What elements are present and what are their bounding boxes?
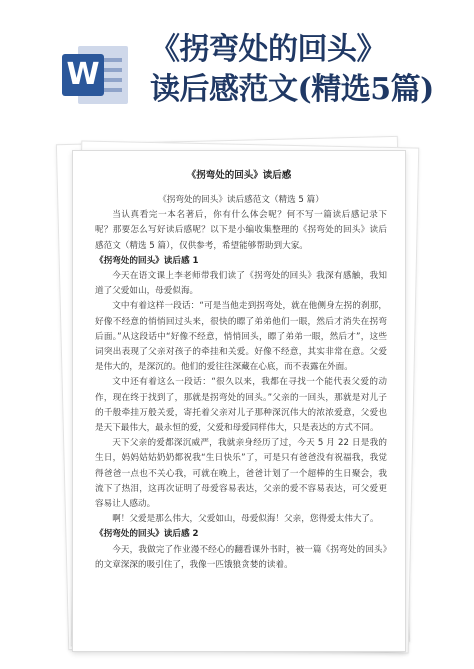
cover-header <box>0 0 474 150</box>
document-title: 《拐弯处的回头》读后感 <box>186 170 292 181</box>
document-subtitle: 《拐弯处的回头》读后感范文（精选 5 篇） <box>158 195 324 205</box>
cover-title-line-2: 读后感范文(精选5篇) <box>150 72 434 107</box>
section-heading: 《拐弯处的回头》读后感 1 <box>95 255 199 266</box>
paragraph: 文中有着这样一段话：“可是当他走到拐弯处，就在他侧身左拐的刹那，好像不经意的悄悄回过头来，很快的瞟了弟弟他们一眼，然后才消失在拐弯后面。”从这段话中“好像不经意，悄悄回头，瞟了弟弟一眼，然后才”，这些词突出表现了父亲对孩子的牵挂和关爱。好像不经意，其实非常在意。父爱是伟大的，是深沉的。他们的爱往往深藏在心底，而不表露在外面。 <box>95 301 387 373</box>
paragraph: 文中还有着这么一段话：“很久以来，我都在寻找一个能代表父爱的动作，现在终于找到了，那就是拐弯处的回头。”父亲的一回头，那就是对儿子的千般牵挂万般关爱，寄托着父亲对儿子那种深沉伟大的浓浓爱意，父爱也是天下最伟大，最永恒的爱，父爱和母爱同样伟大，只是表达的方式不同。 <box>95 377 387 434</box>
word-icon-letter: W <box>62 54 104 96</box>
document-page <box>72 150 406 652</box>
paragraph: 今天在语文课上李老师带我们读了《拐弯处的回头》我深有感触，我知道了父爱如山，母爱似海。 <box>95 271 387 297</box>
paragraph: 天下父亲的爱都深沉威严，我就亲身经历了过，今天 5 月 22 日是我的生日，妈妈姑姑奶奶都祝我“生日快乐”了，可是只有爸爸没有祝福我，我觉得爸爸一点也不关心我，可就在晚上，爸爸计划了一个超棒的生日聚会，我流下了热泪，这再次证明了母爱容易表达，父亲的爱不容易表达，可父爱更容易让人感动。 <box>95 438 387 510</box>
intro-paragraph: 当认真看完一本名著后，你有什么体会呢？何不写一篇读后感记录下呢？那要怎么写好读后感呢？以下是小编收集整理的《拐弯处的回头》读后感范文（精选 5 篇），仅供参考，希望能够帮助到大家。 <box>95 210 387 251</box>
section-heading: 《拐弯处的回头》读后感 2 <box>95 529 199 540</box>
paragraph: 今天，我做完了作业漫不经心的翻看课外书时，被一篇《拐弯处的回头》的文章深深的吸引住了，我像一匹饿狼贪婪的读着。 <box>95 544 387 570</box>
cover-title-line-1: 《拐弯处的回头》 <box>150 32 386 67</box>
paragraph: 啊！父爱是那么伟大，父爱如山，母爱似海！父亲，您得爱太伟大了。 <box>112 514 379 525</box>
word-icon <box>62 42 130 108</box>
document-body <box>95 193 387 573</box>
cover-title <box>150 30 468 110</box>
